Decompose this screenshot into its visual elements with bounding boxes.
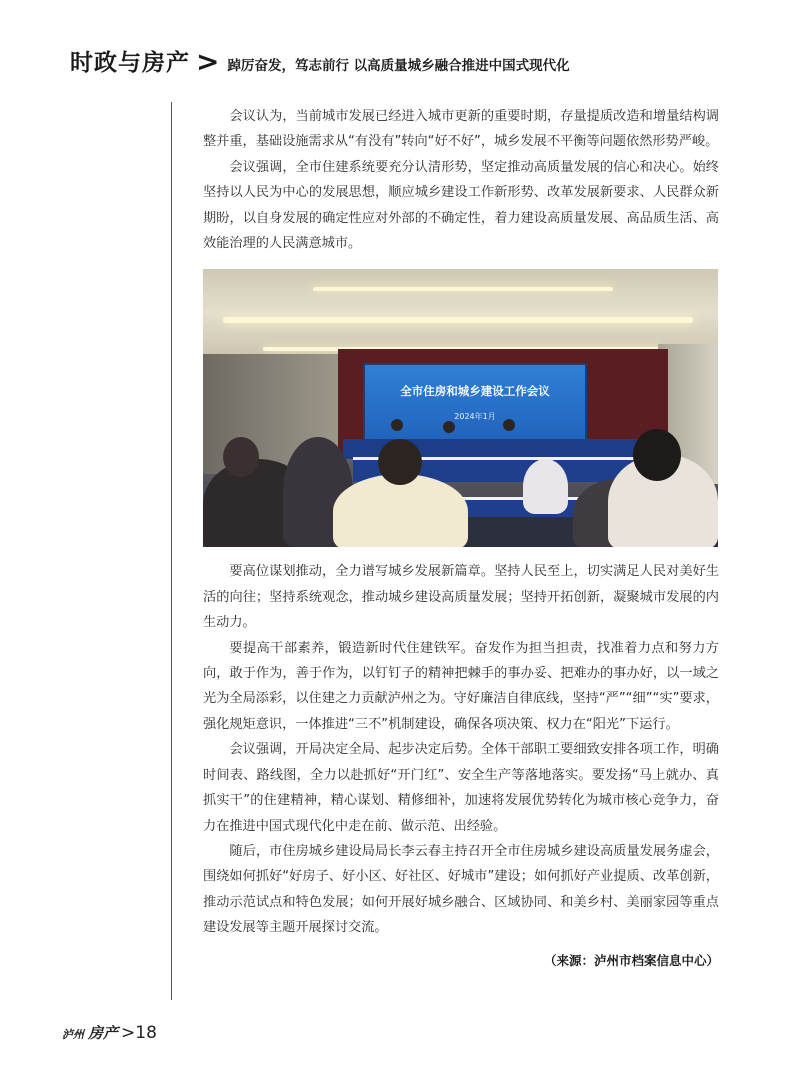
screen-date: 2024年1月 bbox=[454, 412, 496, 422]
magazine-name: 房产 bbox=[88, 1024, 119, 1042]
paragraph: 要提高干部素养，锻造新时代住建铁军。奋发作为担当担责，找准着力点和努力方向，敢于作为，善于作为，以钉钉子的精神把棘手的事办妥、把难办的事办好，以一域之光为全局添彩，以住建之力贡献泸州之为。守好廉洁自律底线，坚持“严”“细”“实”要求，强化规矩意识，一体推进“三不”机制建设，确保各项决策、权力在“阳光”下运行。 bbox=[203, 640, 719, 732]
article-body bbox=[203, 104, 719, 969]
chair bbox=[523, 459, 568, 514]
ceiling-light bbox=[223, 317, 693, 323]
attendee bbox=[333, 474, 468, 547]
paragraph: 会议强调，开局决定全局、起步决定后势。全体干部职工要细致安排各项工作，明确时间表、路线图，全力以赴抓好“开门红”、安全生产等落地落实。要发扬“马上就办、真抓实干”的住建精神，精心谋划、精修细补，加速将发展优势转化为城市核心竞争力，奋力在推进中国式现代化中走在前、做示范、出经验。 bbox=[203, 742, 719, 834]
meeting-photo bbox=[203, 269, 718, 547]
source-attribution: （来源：泸州市档案信息中心） bbox=[543, 952, 719, 968]
page-footer bbox=[62, 1022, 157, 1043]
section-arrow: > bbox=[196, 45, 220, 78]
paragraph: 会议认为，当前城市发展已经进入城市更新的重要时期，存量提质改造和增量结构调整并重，基础设施需求从“有没有”转向“好不好”，城乡发展不平衡等问题依然形势严峻。 bbox=[203, 109, 719, 150]
section-title: 时政与房产 bbox=[70, 50, 190, 76]
page-header bbox=[70, 44, 570, 80]
vertical-divider bbox=[171, 102, 172, 1000]
paragraph: 随后，市住房城乡建设局局长李云春主持召开全市住房城乡建设高质量发展务虚会，围绕如何抓好“好房子、好小区、好社区、好城市”建设；如何抓好产业提质、改革创新，推动示范试点和特色发展；如何开展好城乡融合、区域协同、和美乡村、美丽家园等重点建设发展等主题开展探讨交流。 bbox=[203, 843, 719, 936]
ceiling-light bbox=[313, 287, 613, 291]
magazine-logo: 泸州 bbox=[62, 1028, 84, 1041]
paragraph: 要高位谋划推动，全力谱写城乡发展新篇章。坚持人民至上，切实满足人民对美好生活的向往；坚持系统观念，推动城乡建设高质量发展；坚持开拓创新，凝聚城市发展的内生动力。 bbox=[203, 564, 719, 631]
page-number: >18 bbox=[121, 1023, 157, 1043]
screen-title: 全市住房和城乡建设工作会议 bbox=[400, 384, 550, 399]
paragraph: 会议强调，全市住建系统要充分认清形势，坚定推动高质量发展的信心和决心。始终坚持以人民为中心的发展思想，顺应城乡建设工作新形势、改革发展新要求、人民群众新期盼，以自身发展的确定性应对外部的不确定性，着力建设高质量发展、高品质生活、高效能治理的人民满意城市。 bbox=[203, 159, 719, 252]
article-subtitle: 踔厉奋发，笃志前行 以高质量城乡融合推进中国式现代化 bbox=[227, 58, 570, 74]
